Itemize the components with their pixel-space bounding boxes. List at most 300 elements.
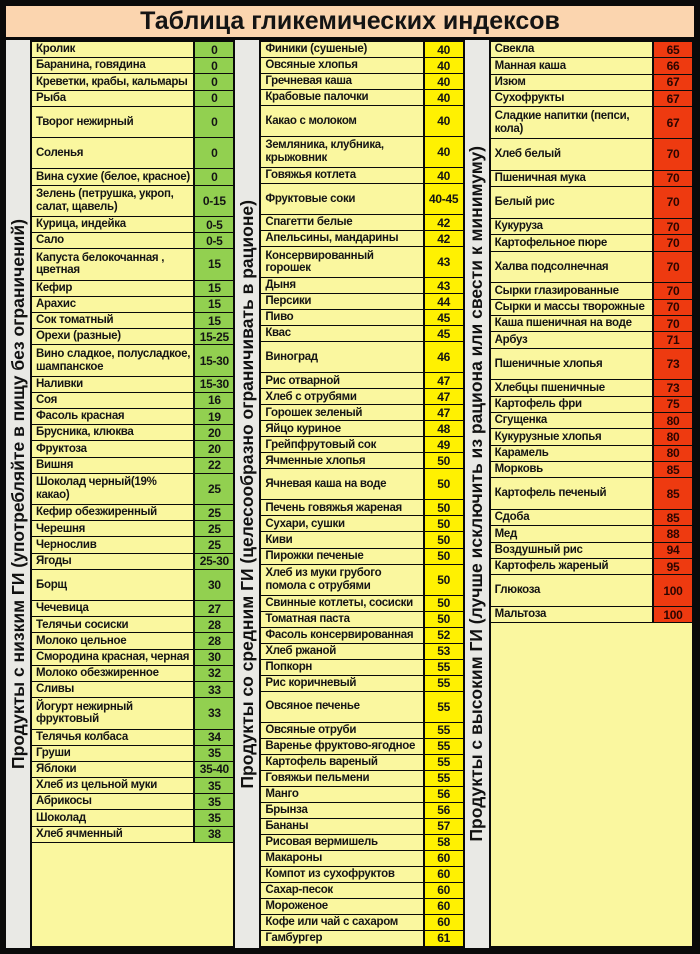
food-name: Абрикосы <box>32 794 193 809</box>
gi-value: 35-40 <box>193 762 233 777</box>
food-name: Картофель вареный <box>261 755 422 770</box>
food-name: Морковь <box>491 462 652 477</box>
gi-value: 75 <box>652 397 692 412</box>
food-name: Глюкоза <box>491 575 652 606</box>
food-row <box>32 617 233 633</box>
food-name <box>32 843 233 946</box>
gi-value: 45 <box>423 326 463 341</box>
gi-value: 25 <box>193 537 233 552</box>
food-row <box>32 458 233 474</box>
food-name: Вино сладкое, полусладкое, шампанское <box>32 345 193 375</box>
gi-value: 50 <box>423 596 463 611</box>
gi-value: 46 <box>423 342 463 372</box>
food-name: Молоко обезжиренное <box>32 666 193 681</box>
food-name: Земляника, клубника, крыжовник <box>261 137 422 167</box>
food-row <box>32 794 233 810</box>
food-row <box>32 425 233 441</box>
gi-value: 70 <box>652 219 692 234</box>
food-name: Креветки, крабы, кальмары <box>32 74 193 89</box>
food-name: Фасоль консервированная <box>261 628 422 643</box>
food-name: Молоко цельное <box>32 633 193 648</box>
food-row <box>261 660 462 676</box>
gi-value: 47 <box>423 373 463 388</box>
food-row <box>32 441 233 457</box>
gi-value: 20 <box>193 425 233 440</box>
gi-value: 33 <box>193 698 233 728</box>
empty-filler-cell <box>491 623 692 945</box>
food-name: Дыня <box>261 278 422 293</box>
gi-value: 80 <box>652 446 692 461</box>
food-row <box>261 42 462 58</box>
food-name: Рис коричневый <box>261 676 422 691</box>
food-row <box>32 570 233 601</box>
food-name: Мороженое <box>261 899 422 914</box>
gi-value: 67 <box>652 107 692 138</box>
food-name: Пирожки печеные <box>261 549 422 564</box>
food-row <box>32 730 233 746</box>
food-row <box>261 231 462 247</box>
food-name: Овсяные отруби <box>261 723 422 738</box>
food-name: Кролик <box>32 42 193 57</box>
food-name: Сахар-песок <box>261 883 422 898</box>
food-row <box>32 633 233 649</box>
high-gi-rows <box>489 40 694 948</box>
gi-value: 33 <box>193 682 233 697</box>
gi-value: 56 <box>423 787 463 802</box>
gi-value: 16 <box>193 393 233 408</box>
food-name: Бананы <box>261 819 422 834</box>
food-row <box>261 676 462 692</box>
food-name: Картофель жареный <box>491 559 652 574</box>
gi-value: 70 <box>652 300 692 315</box>
food-row <box>491 575 692 607</box>
food-name: Воздушный рис <box>491 543 652 558</box>
food-name: Рыба <box>32 91 193 106</box>
gi-value: 50 <box>423 549 463 564</box>
food-row <box>32 762 233 778</box>
gi-value: 55 <box>423 723 463 738</box>
food-row <box>261 628 462 644</box>
food-row <box>491 91 692 107</box>
food-row <box>32 297 233 313</box>
food-row <box>261 184 462 215</box>
food-row <box>261 644 462 660</box>
food-name: Капуста белокочанная , цветная <box>32 249 193 279</box>
food-name: Брусника, клюква <box>32 425 193 440</box>
food-row <box>32 554 233 570</box>
food-row <box>491 607 692 623</box>
food-row <box>491 543 692 559</box>
gi-value: 71 <box>652 332 692 347</box>
food-name: Чернослив <box>32 537 193 552</box>
food-row <box>261 549 462 565</box>
food-row <box>32 474 233 505</box>
gi-value: 50 <box>423 500 463 515</box>
gi-value: 28 <box>193 633 233 648</box>
food-name: Шоколад черный(19% какао) <box>32 474 193 504</box>
food-name: Кукурузные хлопья <box>491 429 652 444</box>
food-row <box>261 755 462 771</box>
food-name: Мальтоза <box>491 607 652 622</box>
gi-value: 15 <box>193 297 233 312</box>
food-row <box>261 421 462 437</box>
food-name: Мед <box>491 526 652 541</box>
food-row <box>32 329 233 345</box>
food-row <box>491 462 692 478</box>
food-row <box>261 612 462 628</box>
food-row <box>32 666 233 682</box>
food-name: Шоколад <box>32 810 193 825</box>
food-name: Спагетти белые <box>261 215 422 230</box>
gi-value: 55 <box>423 692 463 722</box>
food-row <box>261 247 462 278</box>
food-row <box>491 252 692 284</box>
gi-value: 100 <box>652 607 692 622</box>
food-row <box>32 281 233 297</box>
food-name: Хлеб ржаной <box>261 644 422 659</box>
food-name: Орехи (разные) <box>32 329 193 344</box>
mid-gi-column <box>235 40 464 948</box>
gi-value: 25 <box>193 474 233 504</box>
food-row <box>32 698 233 729</box>
food-row <box>491 413 692 429</box>
gi-value: 47 <box>423 405 463 420</box>
food-name: Борщ <box>32 570 193 600</box>
food-row <box>491 510 692 526</box>
food-name: Виноград <box>261 342 422 372</box>
food-row <box>32 107 233 138</box>
gi-value: 60 <box>423 915 463 930</box>
gi-value: 0 <box>193 91 233 106</box>
food-name: Компот из сухофруктов <box>261 867 422 882</box>
gi-value: 34 <box>193 730 233 745</box>
food-row <box>261 74 462 90</box>
gi-value: 60 <box>423 867 463 882</box>
gi-value: 32 <box>193 666 233 681</box>
food-name: Кефир обезжиренный <box>32 505 193 520</box>
food-row <box>261 389 462 405</box>
food-row <box>491 235 692 251</box>
food-name: Картофель печеный <box>491 478 652 509</box>
gi-value: 50 <box>423 612 463 627</box>
food-name: Пшеничные хлопья <box>491 349 652 380</box>
food-name: Белый рис <box>491 187 652 218</box>
food-row <box>32 810 233 826</box>
food-row <box>261 899 462 915</box>
gi-value: 66 <box>652 58 692 73</box>
food-row <box>32 138 233 169</box>
gi-value: 0-5 <box>193 217 233 232</box>
food-name: Крабовые палочки <box>261 90 422 105</box>
food-name: Кукуруза <box>491 219 652 234</box>
gi-value: 0-5 <box>193 233 233 248</box>
food-name: Сырки глазированные <box>491 283 652 298</box>
gi-value: 35 <box>193 794 233 809</box>
food-name: Сдоба <box>491 510 652 525</box>
gi-value: 40 <box>423 168 463 183</box>
gi-value: 53 <box>423 644 463 659</box>
gi-value: 25 <box>193 505 233 520</box>
page-title: Таблица гликемических индексов <box>6 6 694 40</box>
food-row <box>261 915 462 931</box>
food-row <box>261 215 462 231</box>
gi-value: 100 <box>652 575 692 606</box>
gi-value: 67 <box>652 91 692 106</box>
food-row <box>32 377 233 393</box>
food-row <box>261 373 462 389</box>
food-row <box>261 453 462 469</box>
food-row <box>261 692 462 723</box>
food-row <box>261 106 462 137</box>
gi-value: 15 <box>193 249 233 279</box>
gi-value: 48 <box>423 421 463 436</box>
gi-value: 15-30 <box>193 345 233 375</box>
gi-value: 57 <box>423 819 463 834</box>
food-name: Хлеб белый <box>491 139 652 170</box>
food-row <box>491 187 692 219</box>
gi-value: 65 <box>652 42 692 57</box>
food-name: Вишня <box>32 458 193 473</box>
food-row <box>261 803 462 819</box>
food-name: Баранина, говядина <box>32 58 193 73</box>
gi-value: 94 <box>652 543 692 558</box>
food-row <box>261 342 462 373</box>
food-name: Сухофрукты <box>491 91 652 106</box>
gi-value: 80 <box>652 413 692 428</box>
gi-value: 0 <box>193 138 233 168</box>
food-name: Пшеничная мука <box>491 171 652 186</box>
gi-value: 95 <box>652 559 692 574</box>
food-name: Овсяные хлопья <box>261 58 422 73</box>
empty-filler-cell <box>32 843 233 946</box>
mid-gi-rows <box>259 40 464 948</box>
food-name: Фруктовые соки <box>261 184 422 214</box>
food-name: Наливки <box>32 377 193 392</box>
gi-value: 60 <box>423 883 463 898</box>
table-content <box>6 40 694 948</box>
food-row <box>32 249 233 280</box>
food-name: Хлеб с отрубями <box>261 389 422 404</box>
food-name: Халва подсолнечная <box>491 252 652 283</box>
food-name: Овсяное печенье <box>261 692 422 722</box>
gi-value: 55 <box>423 739 463 754</box>
gi-value: 85 <box>652 478 692 509</box>
gi-value: 0 <box>193 169 233 184</box>
food-row <box>32 74 233 90</box>
food-row <box>32 601 233 617</box>
food-row <box>261 771 462 787</box>
gi-value: 40 <box>423 106 463 136</box>
food-row <box>491 446 692 462</box>
food-row <box>32 233 233 249</box>
food-name: Персики <box>261 294 422 309</box>
gi-value: 15-30 <box>193 377 233 392</box>
food-name: Картофель фри <box>491 397 652 412</box>
food-row <box>261 278 462 294</box>
food-row <box>32 409 233 425</box>
food-row <box>261 565 462 596</box>
food-row <box>491 58 692 74</box>
food-name: Сливы <box>32 682 193 697</box>
food-row <box>32 505 233 521</box>
food-row <box>491 332 692 348</box>
food-row <box>491 283 692 299</box>
gi-value: 40-45 <box>423 184 463 214</box>
food-name: Консервированный горошек <box>261 247 422 277</box>
food-name: Карамель <box>491 446 652 461</box>
food-row <box>261 58 462 74</box>
food-row <box>491 429 692 445</box>
gi-value: 85 <box>652 462 692 477</box>
food-name: Рис отварной <box>261 373 422 388</box>
gi-value: 35 <box>193 778 233 793</box>
gi-value: 70 <box>652 252 692 283</box>
food-row <box>261 867 462 883</box>
food-row <box>32 682 233 698</box>
food-row <box>261 532 462 548</box>
gi-value: 47 <box>423 389 463 404</box>
food-name: Сухари, сушки <box>261 516 422 531</box>
food-row <box>261 723 462 739</box>
food-name: Вина сухие (белое, красное) <box>32 169 193 184</box>
gi-value: 0 <box>193 107 233 137</box>
food-name: Груши <box>32 746 193 761</box>
food-row <box>32 58 233 74</box>
food-row <box>261 596 462 612</box>
food-row <box>32 521 233 537</box>
gi-value: 15 <box>193 313 233 328</box>
gi-value: 70 <box>652 187 692 218</box>
food-name: Чечевица <box>32 601 193 616</box>
gi-value: 70 <box>652 283 692 298</box>
food-name: Черешня <box>32 521 193 536</box>
gi-value: 25-30 <box>193 554 233 569</box>
gi-value: 55 <box>423 660 463 675</box>
food-row <box>261 851 462 867</box>
food-row <box>491 380 692 396</box>
gi-value: 60 <box>423 851 463 866</box>
gi-value: 50 <box>423 453 463 468</box>
food-name: Хлеб из цельной муки <box>32 778 193 793</box>
gi-value: 55 <box>423 771 463 786</box>
gi-value: 35 <box>193 810 233 825</box>
gi-value: 73 <box>652 349 692 380</box>
food-row <box>491 526 692 542</box>
food-row <box>261 787 462 803</box>
gi-value: 40 <box>423 42 463 57</box>
gi-value: 30 <box>193 570 233 600</box>
food-row <box>261 90 462 106</box>
food-name: Соя <box>32 393 193 408</box>
food-row <box>491 107 692 139</box>
food-row <box>261 405 462 421</box>
food-row <box>261 168 462 184</box>
gi-value: 42 <box>423 215 463 230</box>
low-gi-category-strip <box>6 40 30 948</box>
food-row <box>32 217 233 233</box>
food-name: Хлеб ячменный <box>32 827 193 842</box>
gi-value: 61 <box>423 931 463 946</box>
food-row <box>32 345 233 376</box>
high-gi-column <box>465 40 694 948</box>
food-name: Брынза <box>261 803 422 818</box>
food-name: Арбуз <box>491 332 652 347</box>
food-name: Соленья <box>32 138 193 168</box>
gi-value: 80 <box>652 429 692 444</box>
food-row <box>491 300 692 316</box>
mid-gi-category-strip <box>235 40 259 948</box>
food-name: Макароны <box>261 851 422 866</box>
food-name: Ячневая каша на воде <box>261 469 422 499</box>
gi-value: 27 <box>193 601 233 616</box>
food-name: Арахис <box>32 297 193 312</box>
food-row <box>261 819 462 835</box>
food-row <box>491 478 692 510</box>
food-name: Апельсины, мандарины <box>261 231 422 246</box>
food-name: Сок томатный <box>32 313 193 328</box>
gi-value: 43 <box>423 278 463 293</box>
food-row <box>32 650 233 666</box>
food-name: Смородина красная, черная <box>32 650 193 665</box>
food-name: Кофе или чай с сахаром <box>261 915 422 930</box>
food-name: Фруктоза <box>32 441 193 456</box>
food-name: Гречневая каша <box>261 74 422 89</box>
gi-value: 0 <box>193 42 233 57</box>
food-name: Говяжья котлета <box>261 168 422 183</box>
food-name: Сырки и массы творожные <box>491 300 652 315</box>
food-row <box>32 827 233 843</box>
food-row <box>261 310 462 326</box>
gi-value: 70 <box>652 235 692 250</box>
food-name: Сало <box>32 233 193 248</box>
gi-value: 88 <box>652 526 692 541</box>
low-gi-rows <box>30 40 235 948</box>
food-row <box>32 537 233 553</box>
food-name: Говяжьи пельмени <box>261 771 422 786</box>
high-gi-category-strip <box>465 40 489 948</box>
gi-value: 38 <box>193 827 233 842</box>
gi-value: 50 <box>423 469 463 499</box>
gi-value: 52 <box>423 628 463 643</box>
food-name: Курица, индейка <box>32 217 193 232</box>
gi-value: 49 <box>423 437 463 452</box>
food-name: Квас <box>261 326 422 341</box>
gi-value: 40 <box>423 90 463 105</box>
food-name: Сладкие напитки (пепси, кола) <box>491 107 652 138</box>
food-row <box>261 931 462 946</box>
food-name: Печень говяжья жареная <box>261 500 422 515</box>
gi-value: 58 <box>423 835 463 850</box>
gi-value: 55 <box>423 755 463 770</box>
gi-value: 50 <box>423 565 463 595</box>
food-row <box>261 469 462 500</box>
gi-value: 42 <box>423 231 463 246</box>
food-name: Яблоки <box>32 762 193 777</box>
food-name: Яйцо куриное <box>261 421 422 436</box>
food-row <box>491 349 692 381</box>
food-row <box>491 316 692 332</box>
gi-value: 40 <box>423 137 463 167</box>
gi-value: 22 <box>193 458 233 473</box>
food-name: Киви <box>261 532 422 547</box>
gi-value: 50 <box>423 516 463 531</box>
food-row <box>491 219 692 235</box>
low-gi-column <box>6 40 235 948</box>
gi-value: 0 <box>193 58 233 73</box>
gi-value: 70 <box>652 316 692 331</box>
food-name: Рисовая вермишель <box>261 835 422 850</box>
gi-value: 40 <box>423 58 463 73</box>
